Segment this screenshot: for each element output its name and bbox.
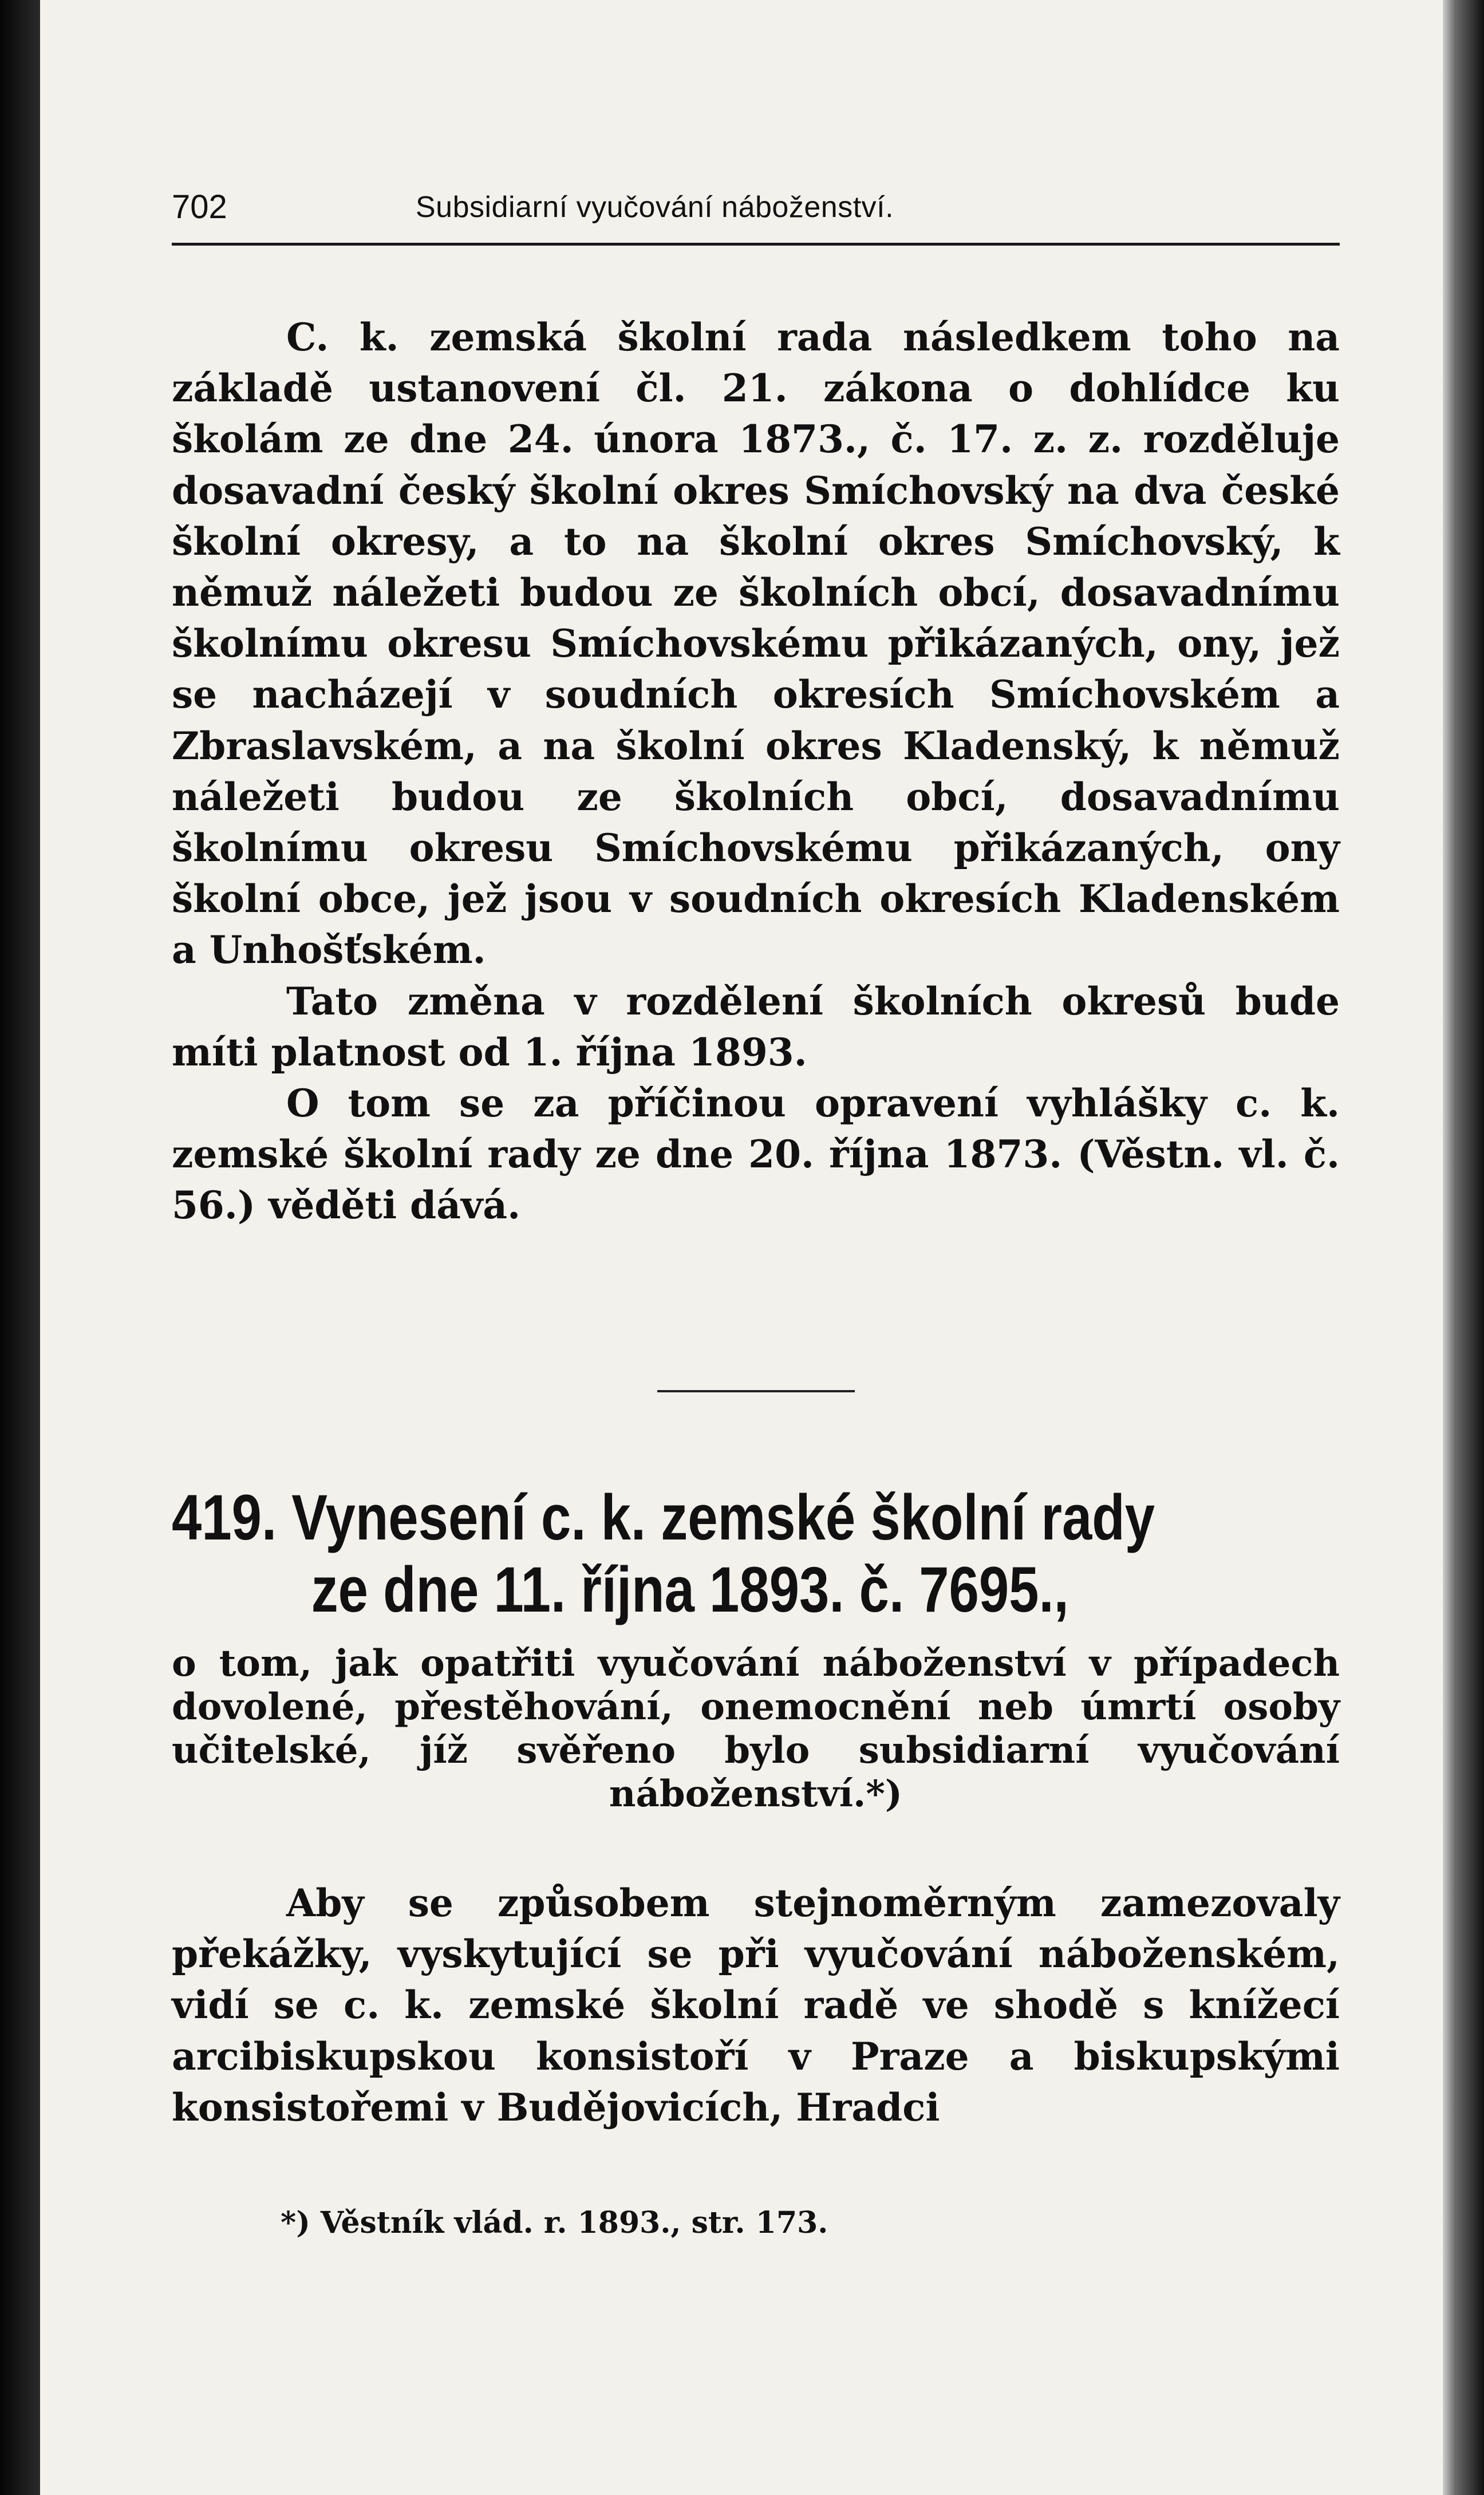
paragraph-correction-notice: O tom se za příčinou opravení vyhlášky c. k. zemské školní rady ze dne 20. října 1873. (Věstn. vl. č. 56.) věděti dává.	[172, 1081, 1340, 1228]
decree-subtitle: o tom, jak opatřiti vyučování náboženství v případech dovolené, přestěhování, onemocnění neb úmrtí osoby učitelské, jíž svěřeno bylo subsidiarní vyučování náboženství.*)	[172, 1642, 1340, 1815]
decree-body-paragraph: Aby se způsobem stejnoměrným zamezovaly překážky, vyskytující se při vyučování náboženském, vidí se c. k. zemské školní radě ve shodě s knížecí arcibiskupskou konsistoří v Praze a biskupskými konsistořemi v Budějovicích, Hradci	[172, 1881, 1340, 2130]
section-separator	[657, 1390, 855, 1392]
footnote: *) Věstník vlád. r. 1893., str. 173.	[281, 2205, 828, 2240]
paragraph-effective-date: Tato změna v rozdělení školních okresů bude míti platnost od 1. října 1893.	[172, 978, 1340, 1075]
paragraph-district-division: C. k. zemská školní rada následkem toho na základě ustanovení čl. 21. zákona o dohlídce ku školám ze dne 24. února 1873., č. 17. z. z. rozděluje dosavadní český školní okres Smíchovský na dva české školní okresy, a to na školní okres Smíchovský, k němuž náležeti budou ze školních obcí, dosavadnímu školnímu okresu Smíchovskému přikázaných, ony, jež se nacházejí v soudních okresích Smíchovském a Zbraslavském, a na školní okres Kladenský, k němuž náležeti budou ze školních obcí, dosavadnímu školnímu okresu Smíchovskému přikázaných, ony školní obce, jež jsou v soudních okresích Kladenském a Unhošťském.	[172, 315, 1340, 973]
running-head: Subsidiarní vyučování náboženství.	[416, 191, 894, 224]
decree-heading	[172, 1482, 1153, 1626]
scan-right-edge	[1443, 0, 1484, 2495]
scan-left-edge	[0, 0, 40, 2495]
section-previous-decree	[172, 312, 1340, 1231]
page-header	[172, 188, 1340, 234]
page-number: 702	[172, 188, 227, 226]
decree-heading-line1: 419. Vynesení c. k. zemské školní rady	[172, 1482, 1155, 1553]
header-rule	[172, 243, 1340, 246]
decree-heading-line2: ze dne 11. října 1893. č. 7695.,	[311, 1554, 1069, 1625]
decree-body	[172, 1878, 1340, 2133]
